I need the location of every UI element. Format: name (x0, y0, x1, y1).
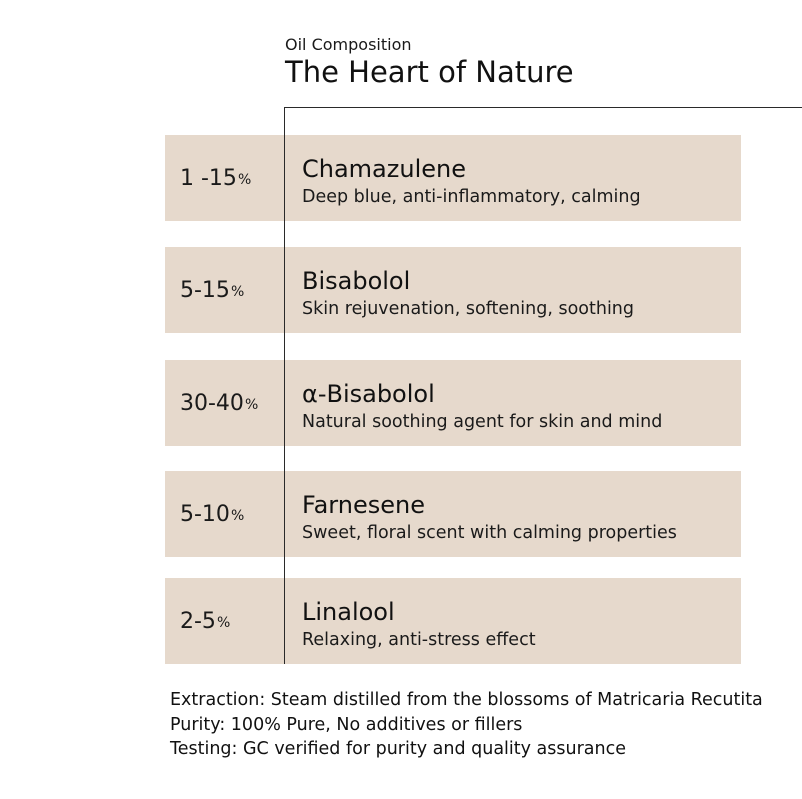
component-info (302, 598, 741, 652)
component-name: Linalool (302, 598, 395, 626)
percentage-range (165, 135, 284, 221)
component-info (302, 380, 741, 434)
component-row-linalool (165, 578, 741, 664)
percentage-range (165, 360, 284, 446)
product-details (170, 688, 770, 762)
percentage-value: 2-5 (180, 608, 216, 634)
percentage-value: 1 -15 (180, 165, 237, 191)
component-description: Sweet, floral scent with calming properties (302, 523, 677, 543)
percentage-unit: % (244, 397, 259, 413)
percentage-range (165, 578, 284, 664)
vertical-divider-line (284, 107, 285, 664)
testing-text: Testing: GC verified for purity and quality assurance (170, 739, 626, 759)
top-divider-line (284, 107, 802, 108)
extraction-text: Extraction: Steam distilled from the blossoms of Matricaria Recutita (170, 690, 763, 710)
page-title: The Heart of Nature (285, 55, 574, 89)
component-name: Bisabolol (302, 267, 411, 295)
component-name: Chamazulene (302, 155, 466, 183)
percentage-range (165, 471, 284, 557)
percentage-unit: % (230, 284, 245, 300)
percentage-value: 5-10 (180, 501, 230, 527)
component-name: Farnesene (302, 491, 425, 519)
component-description: Skin rejuvenation, softening, soothing (302, 299, 635, 319)
component-description: Natural soothing agent for skin and mind (302, 412, 663, 432)
section-subtitle: Oil Composition (285, 35, 412, 54)
component-row-bisabolol (165, 247, 741, 333)
component-description: Deep blue, anti-inflammatory, calming (302, 187, 641, 207)
component-name: α-Bisabolol (302, 380, 435, 408)
percentage-unit: % (230, 508, 245, 524)
percentage-unit: % (237, 172, 252, 188)
purity-text: Purity: 100% Pure, No additives or fillers (170, 714, 523, 735)
percentage-unit: % (216, 615, 231, 631)
percentage-value: 5-15 (180, 277, 230, 303)
component-row-chamazulene (165, 135, 741, 221)
percentage-value: 30-40 (180, 390, 244, 416)
percentage-range (165, 247, 284, 333)
component-info (302, 155, 741, 209)
component-info (302, 491, 741, 545)
component-row-alpha-bisabolol (165, 360, 741, 446)
component-row-farnesene (165, 471, 741, 557)
component-description: Relaxing, anti-stress effect (302, 630, 536, 650)
component-info (302, 267, 741, 321)
